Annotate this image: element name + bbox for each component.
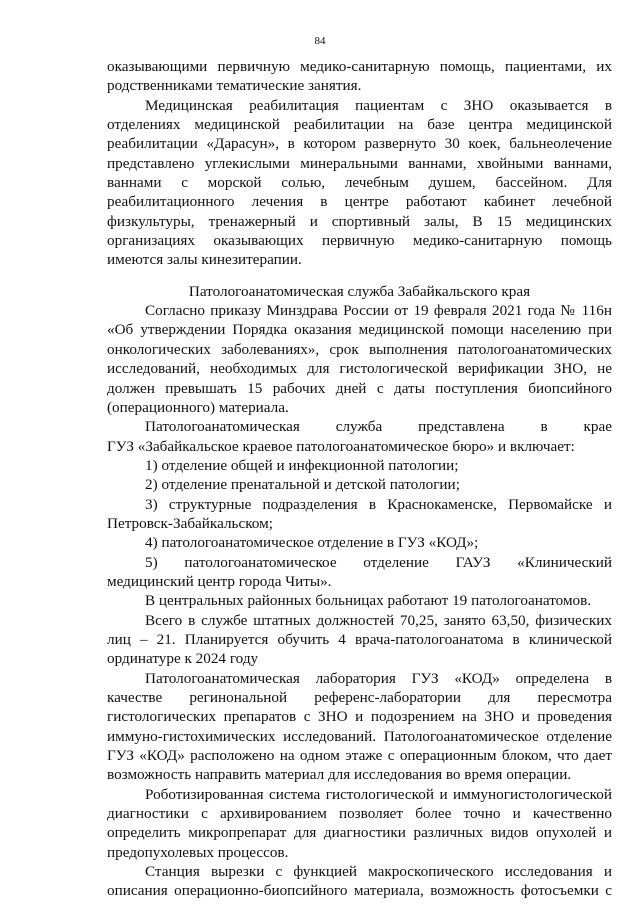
text-line: имеются залы кинезитерапии. [107,251,302,269]
text-line: В центральных районных больницах работают 19 патологоанатомов. [145,592,592,610]
text-line: ординатуре к 2024 году [107,650,259,668]
text-line: гистологических препаратов с ЗНО и подозрением на ЗНО и проведения [107,708,612,726]
text-line: «Об утверждении Порядка оказания медицинской помощи населению при [107,321,612,339]
text-line: Станция вырезки с функцией макроскопического исследования и [145,863,612,881]
text-line: Петровск-Забайкальском; [107,514,273,532]
text-line: Патологоанатомическая служба представлена в крае [145,418,612,436]
text-line: оказывающими первичную медико-санитарную помощь, пациентами, их [107,58,612,75]
text-line: организациях оказывающих первичную медико-санитарную помощь [107,232,612,250]
text-line: 4) патологоанатомическое отделение в ГУЗ «КОД»; [145,534,479,552]
paragraph-gap [107,270,612,282]
text-line: лиц – 21. Планируется обучить 4 врача-патологоанатома в клинической [107,630,612,648]
text-line: представлено углекислыми минеральными ваннами, хвойными ваннами, [107,154,612,172]
text-line: Медицинская реабилитация пациентам с ЗНО оказывается в [145,96,612,114]
page-number: 84 [314,35,326,47]
text-line: 1) отделение общей и инфекционной патологии; [145,456,459,474]
text-line: возможность направить материал для исследования во время операции. [107,766,572,784]
text-line: реабилитационного лечения в центре работают кабинет лечебной [107,193,612,211]
text-line: медицинский центр города Читы». [107,572,332,590]
text-line: Патологоанатомическая лаборатория ГУЗ «КОД» определена в [145,669,612,687]
text-line: исследований, необходимых для гистологической верификации ЗНО, не [107,360,612,378]
text-line: 2) отделение пренатальной и детской патологии; [145,476,460,494]
text-line: реабилитации «Дарасун», в котором развернуто 30 коек, бальнеолечение [107,135,612,153]
text-line: Роботизированная система гистологической и иммуногистологической [145,785,612,803]
text-line: предопухолевых процессов. [107,843,289,861]
text-line: иммуно-гистохимических исследований. Патологоанатомическое отделение [107,727,612,745]
text-line: физкультуры, тренажерный и спортивный залы, В 15 медицинских [107,212,612,230]
text-line: онкологических заболеваниях», срок выполнения патологоанатомических [107,340,612,358]
text-line: 3) структурные подразделения в Краснокаменске, Первомайске и [145,495,612,513]
section-heading: Патологоанатомическая служба Забайкальского края [188,282,531,300]
text-line: должен превышать 15 рабочих дней с даты поступления биопсийного [107,379,612,397]
document-body [107,57,612,901]
text-line: ГУЗ «КОД» расположено на одном этаже с операционным блоком, что дает [107,747,612,765]
text-line: (операционного) материала. [107,398,289,416]
text-line: родственниками тематические занятия. [107,77,362,95]
text-line: ГУЗ «Забайкальское краевое патологоанатомическое бюро» и включает: [107,437,575,455]
text-line: диагностики с архивированием позволяет более точно и качественно [107,805,612,823]
text-line: 5) патологоанатомическое отделение ГАУЗ «Клинический [145,553,612,571]
text-line: определить микропрепарат для диагностики различных видов опухолей и [107,824,612,842]
text-line: ваннами с морской солью, лечебным душем, бассейном. Для [107,174,612,192]
text-line: качестве регинональной референс-лаборатории для пересмотра [107,689,612,706]
text-line: Согласно приказу Минздрава России от 19 февраля 2021 года № 116н [145,302,612,320]
text-line: отделениях медицинской реабилитации на базе центра медицинской [107,116,612,134]
text-line: Всего в службе штатных должностей 70,25, занято 63,50, физических [145,611,612,629]
text-line: описания операционно-биопсийного материала, возможность фотосъемки с [107,882,612,900]
